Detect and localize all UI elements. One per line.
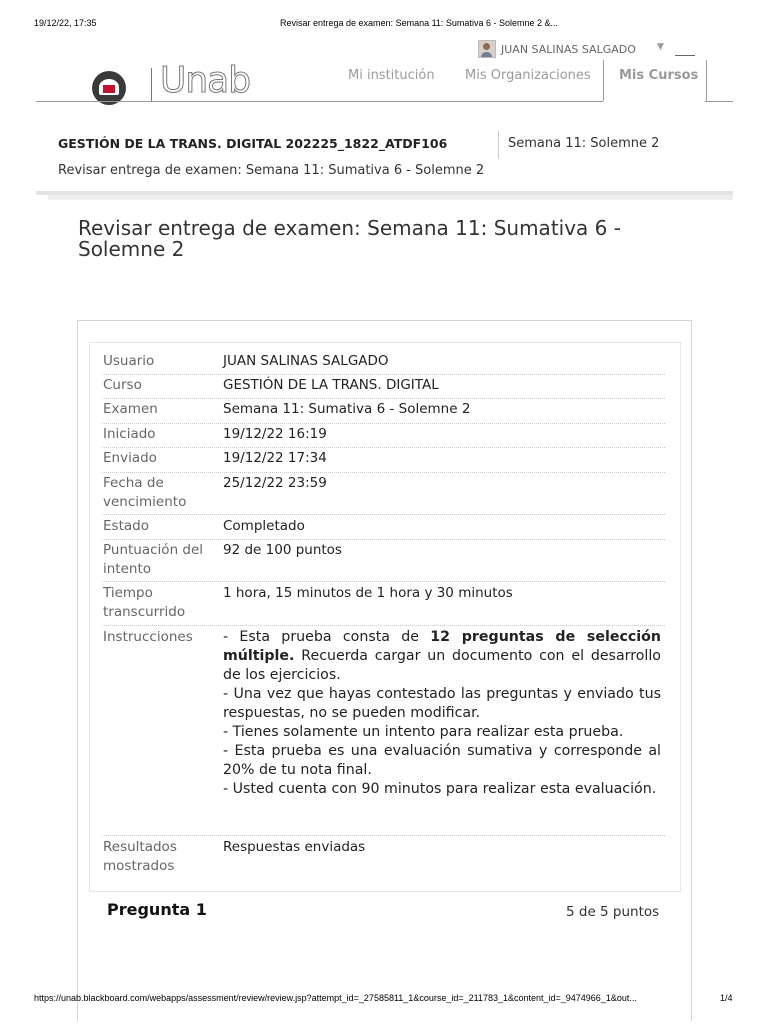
instructions-line: Recuerda cargar un documento con el desarrollo de los ejercicios. xyxy=(223,648,661,683)
print-url: https://unab.blackboard.com/webapps/assessment/review/review.jsp?attempt_id=_27585811_1&course_id=_211783_1&content_id=_9474966_1&out... xyxy=(34,993,637,1003)
user-name: JUAN SALINAS SALGADO xyxy=(501,42,636,56)
content-divider xyxy=(48,195,733,200)
detail-row-elapsed-time xyxy=(102,584,665,626)
breadcrumb-week[interactable]: Semana 11: Solemne 2 xyxy=(508,136,660,151)
instructions-emphasis: 12 preguntas de selección múltiple. xyxy=(223,629,661,664)
nav-my-courses-label: Mis Cursos xyxy=(619,68,699,83)
detail-value: Completado xyxy=(223,518,305,534)
print-doc-title: Revisar entrega de examen: Semana 11: Sumativa 6 - Solemne 2 &... xyxy=(280,18,558,28)
chevron-down-icon[interactable]: ▼ xyxy=(657,42,664,52)
detail-value: JUAN SALINAS SALGADO xyxy=(223,353,389,369)
instructions-line: - Usted cuenta con 90 minutos para realizar esta evaluación. xyxy=(223,781,657,797)
detail-label: Enviado xyxy=(103,450,157,466)
nav-my-organizations[interactable]: Mis Organizaciones xyxy=(465,68,591,83)
detail-label: Iniciado xyxy=(103,426,156,442)
page-title: Revisar entrega de examen: Semana 11: Sumativa 6 - Solemne 2 xyxy=(78,216,621,261)
instructions-text xyxy=(223,628,661,799)
detail-value: 19/12/22 16:19 xyxy=(223,426,327,442)
question-title: Pregunta 1 xyxy=(107,900,207,919)
detail-value: 1 hora, 15 minutos de 1 hora y 30 minutos xyxy=(223,585,513,601)
breadcrumb-current: Revisar entrega de examen: Semana 11: Sumativa 6 - Solemne 2 xyxy=(58,163,485,178)
unab-logo-icon[interactable] xyxy=(92,71,126,105)
nav-my-courses[interactable] xyxy=(603,60,707,101)
detail-row-submitted xyxy=(102,449,665,473)
detail-row-started xyxy=(102,425,665,448)
detail-row-exam xyxy=(102,400,665,424)
breadcrumb-divider xyxy=(498,131,499,159)
avatar xyxy=(478,40,496,58)
detail-row-score xyxy=(102,541,665,582)
instructions-line: - Tienes solamente un intento para realizar esta prueba. xyxy=(223,724,624,740)
logo-text: Unab xyxy=(160,60,251,101)
detail-row-due-date xyxy=(102,474,665,515)
detail-row-results-shown xyxy=(102,838,665,880)
detail-value: GESTIÓN DE LA TRANS. DIGITAL xyxy=(223,377,439,393)
nav-rule xyxy=(36,101,603,102)
detail-label: Examen xyxy=(103,401,158,417)
detail-value: 19/12/22 17:34 xyxy=(223,450,327,466)
detail-value: Semana 11: Sumativa 6 - Solemne 2 xyxy=(223,401,471,417)
instructions-line: - Una vez que hayas contestado las preguntas y enviado tus respuestas, no se pueden modificar. xyxy=(223,686,661,721)
print-datetime: 19/12/22, 17:35 xyxy=(34,18,97,28)
breadcrumb-course[interactable]: GESTIÓN DE LA TRANS. DIGITAL 202225_1822_ATDF106 xyxy=(58,136,448,151)
detail-label: Tiempo transcurrido xyxy=(103,585,186,620)
logo-divider xyxy=(151,68,152,102)
menu-divider xyxy=(675,55,695,56)
detail-label: Resultados mostrados xyxy=(103,839,177,874)
detail-value: 92 de 100 puntos xyxy=(223,542,342,558)
detail-row-instructions xyxy=(102,628,665,836)
detail-value: Respuestas enviadas xyxy=(223,839,366,855)
detail-label: Usuario xyxy=(103,353,155,369)
user-menu[interactable] xyxy=(478,40,636,58)
detail-row-course xyxy=(102,376,665,399)
nav-my-institution[interactable]: Mi institución xyxy=(348,68,435,83)
nav-rule xyxy=(705,101,733,102)
question-points: 5 de 5 puntos xyxy=(566,904,660,920)
detail-label: Instrucciones xyxy=(103,629,193,645)
detail-label: Estado xyxy=(103,518,149,534)
print-page-number: 1/4 xyxy=(720,993,733,1003)
detail-label: Puntuación del intento xyxy=(103,542,204,577)
detail-row-user xyxy=(102,352,665,375)
detail-label: Fecha de vencimiento xyxy=(103,475,187,510)
detail-label: Curso xyxy=(103,377,142,393)
detail-row-status xyxy=(102,517,665,540)
instructions-line: - Esta prueba consta de xyxy=(223,629,431,645)
instructions-line: - Esta prueba es una evaluación sumativa y corresponde al 20% de tu nota final. xyxy=(223,743,661,778)
detail-value: 25/12/22 23:59 xyxy=(223,475,327,491)
